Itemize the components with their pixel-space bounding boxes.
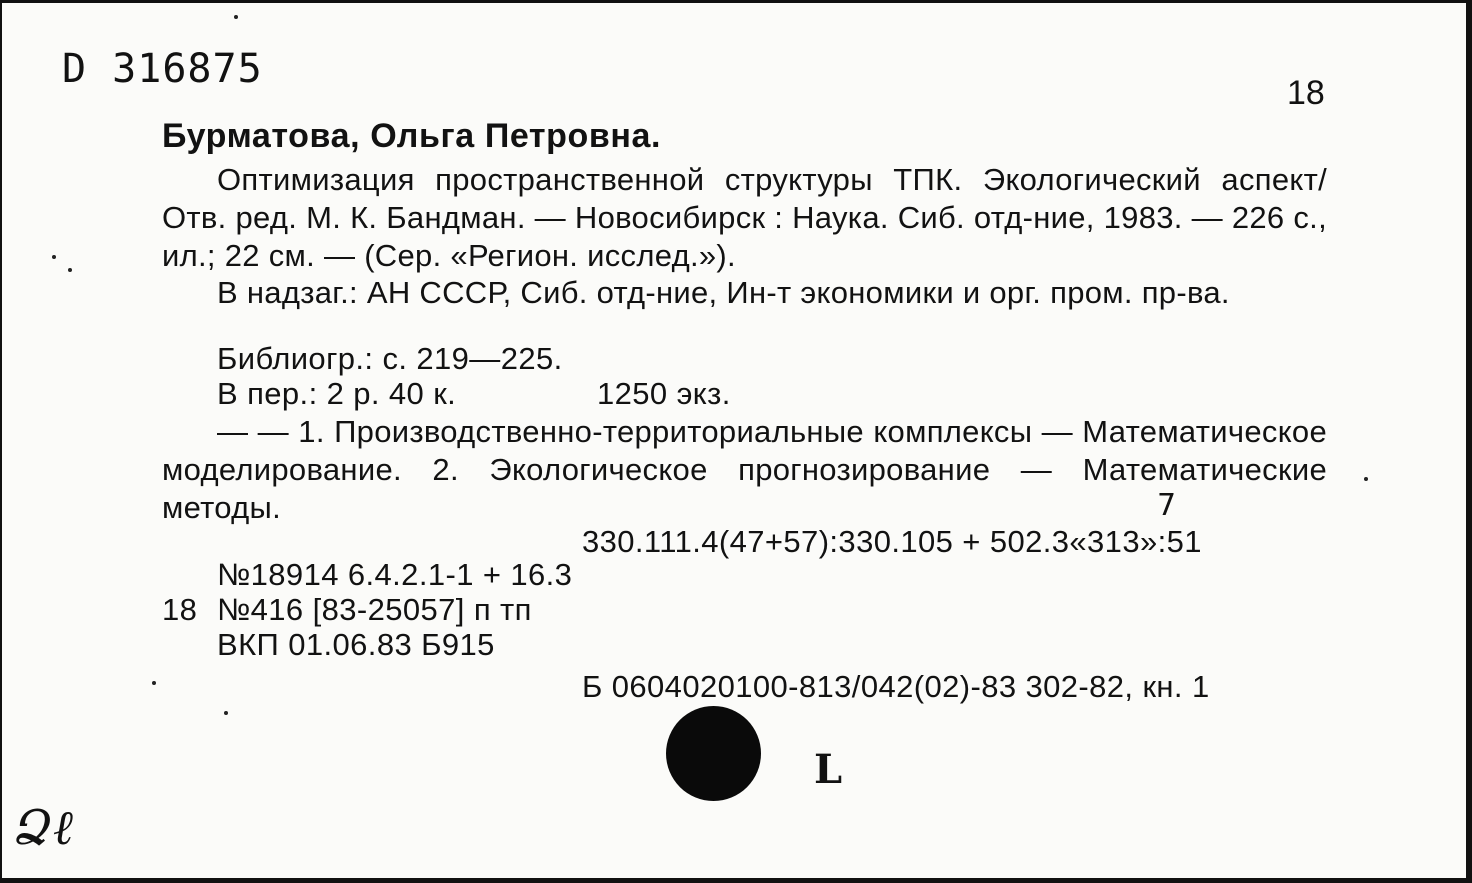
- record-line-2: №416 [83-25057] п тп: [217, 592, 532, 627]
- speck: [1364, 477, 1368, 481]
- author-heading: Бурматова, Ольга Петровна.: [162, 117, 662, 155]
- stamp-letter: L: [814, 746, 843, 793]
- record-line-2-number: 18: [162, 592, 198, 627]
- record-line-1: №18914 6.4.2.1-1 + 16.3: [217, 557, 573, 592]
- speck: [234, 15, 238, 19]
- handwritten-signature: Ձℓ: [14, 800, 73, 856]
- handwritten-mark: 7: [1157, 488, 1177, 523]
- punch-hole: [666, 706, 761, 801]
- speck: [52, 255, 56, 259]
- subject-headings: — — 1. Производственно-территориальные комплексы — Математическое моделирование. 2. Экологическое прогнозирование — Математические методы.: [162, 414, 1327, 525]
- header-note: В надзаг.: АН СССР, Сиб. отд-ние, Ин-т экономики и орг. пром. пр-ва.: [217, 275, 1230, 310]
- speck: [68, 268, 72, 272]
- classification-index: 330.111.4(47+57):330.105 + 502.3«313»:51: [582, 524, 1202, 559]
- title-description: Оптимизация пространственной структуры ТПК. Экологический аспект/ Отв. ред. М. К. Бандман. — Новосибирск : Наука. Сиб. отд-ние, 1983. — 226 с., ил.; 22 см. — (Сер. «Регион. исслед.»).: [162, 162, 1327, 273]
- corner-number: 18: [1287, 74, 1325, 112]
- speck: [224, 711, 228, 715]
- copies-note: 1250 экз.: [597, 376, 731, 411]
- price-note: В пер.: 2 р. 40 к.: [217, 376, 457, 411]
- bibliography-note: Библиогр.: с. 219—225.: [217, 341, 563, 376]
- speck: [152, 681, 156, 685]
- inventory-number: D 316875: [62, 46, 263, 92]
- record-line-3: ВКП 01.06.83 Б915: [217, 627, 495, 662]
- bottom-code: Б 0604020100-813/042(02)-83 302-82, кн. 1: [582, 669, 1210, 704]
